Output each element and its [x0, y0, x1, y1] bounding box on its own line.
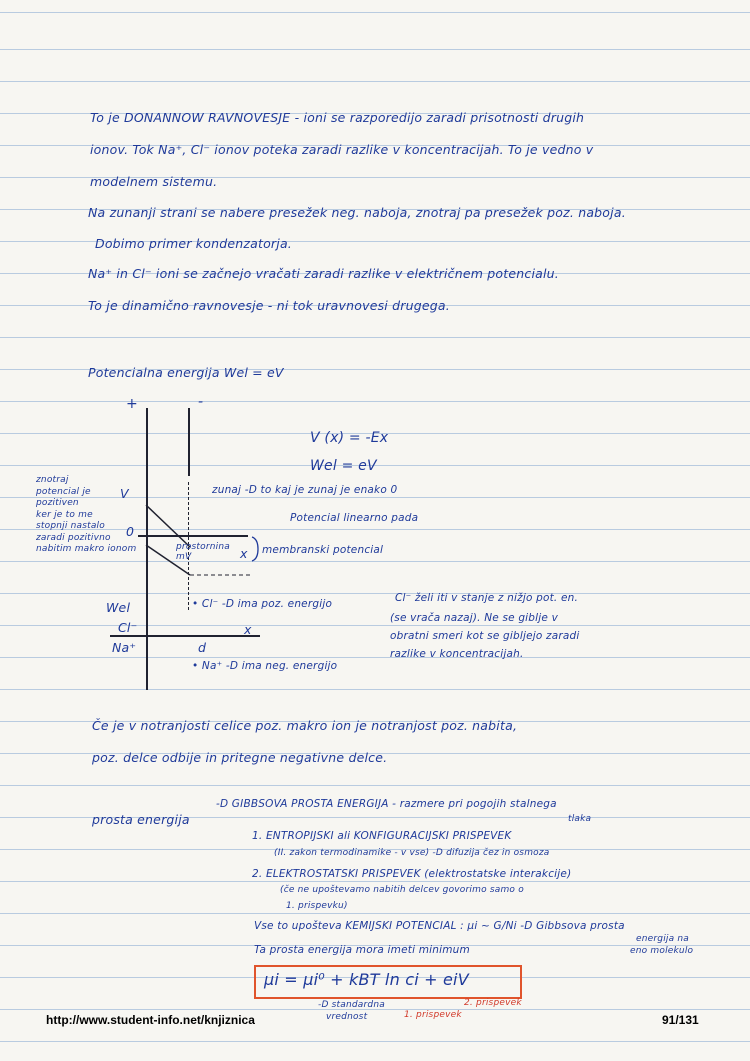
page-number: 91/131 — [662, 1013, 699, 1027]
text-line: obratni smeri kot se gibljejo zaradi — [390, 630, 580, 642]
annotation: 2. prispevek — [464, 998, 522, 1008]
equation: V (x) = -Ex — [310, 430, 389, 446]
axis-label: Na⁺ — [112, 640, 137, 655]
axis-label: Wel — [106, 600, 131, 615]
text-line: -D GIBBSOVA PROSTA ENERGIJA - razmere pri pogojih stalnega — [216, 798, 557, 810]
list-item: 1. ENTROPIJSKI ali KONFIGURACIJSKI PRISPEVEK — [252, 830, 512, 842]
formula: μi = μi⁰ + kBT ln ci + eiV — [264, 970, 469, 989]
section-heading: Potencialna energija Wel = eV — [88, 365, 284, 380]
axis-label: x — [244, 622, 252, 637]
annotation: 1. prispevek — [404, 1010, 462, 1020]
text-line: Na⁺ in Cl⁻ ioni se začnejo vračati zaradi razlike v električnem potencialu. — [88, 266, 559, 281]
note: • Na⁺ -D ima neg. energijo — [192, 660, 338, 672]
axis-label: x — [240, 546, 248, 561]
text-line: Vse to upošteva KEMIJSKI POTENCIAL : μi ~ G/Ni -D Gibbsova prosta — [254, 920, 625, 932]
membrane-line — [188, 408, 190, 476]
note: zunaj -D to kaj je zunaj je enako 0 — [212, 484, 398, 496]
minus-sign: - — [198, 394, 204, 410]
axis-label: Cl⁻ — [118, 620, 138, 635]
text-line: Dobimo primer kondenzatorja. — [95, 236, 292, 251]
axis-label: 0 — [126, 524, 135, 539]
text-line: Če je v notranjosti celice poz. makro ion je notranjost poz. nabita, — [92, 718, 518, 733]
text-line: Ta prosta energija mora imeti minimum — [254, 944, 470, 956]
note: Potencial linearno pada — [290, 512, 419, 524]
text-line: prosta energija — [92, 812, 190, 827]
text-line: energija na — [636, 934, 689, 944]
text-line: poz. delce odbije in pritegne negativne delce. — [92, 750, 388, 765]
list-item: (če ne upoštevamo nabitih delcev govorimo samo o — [280, 885, 524, 895]
text-line: Na zunanji strani se nabere presežek neg. naboja, znotraj pa presežek poz. naboja. — [88, 205, 626, 220]
text-line: razlike v koncentracijah. — [390, 648, 524, 660]
text-line: eno molekulo — [630, 946, 694, 956]
potential-curve — [140, 495, 260, 585]
text-line: (se vrača nazaj). Ne se giblje v — [390, 612, 559, 624]
list-item: 1. prispevku) — [286, 901, 348, 911]
axis-label: V — [120, 486, 129, 501]
plus-sign: + — [126, 396, 138, 412]
text-line: ionov. Tok Na⁺, Cl⁻ ionov poteka zaradi razlike v koncentracijah. To je vedno v — [90, 142, 594, 157]
list-item: 2. ELEKTROSTATSKI PRISPEVEK (elektrostatske interakcije) — [252, 868, 572, 880]
prost-label: prostornina mV — [176, 542, 230, 562]
axis-label: d — [198, 640, 207, 655]
text-line: tlaka — [568, 814, 592, 824]
annotation: vrednost — [326, 1012, 368, 1022]
x-axis — [110, 635, 260, 637]
note: membranski potencial — [262, 544, 384, 556]
footer-url[interactable]: http://www.student-info.net/knjiznica — [46, 1013, 255, 1027]
side-note: znotraj potencial je pozitiven ker je to me stopnji nastalo zaradi pozitivno nabitim makro ionom — [36, 475, 137, 554]
text-line: Cl⁻ želi iti v stanje z nižjo pot. en. — [395, 592, 579, 604]
text-line: To je DONANNOW RAVNOVESJE - ioni se razporedijo zaradi prisotnosti drugih — [90, 110, 585, 125]
equation: Wel = eV — [310, 458, 377, 474]
text-line: modelnem sistemu. — [90, 174, 218, 189]
note: • Cl⁻ -D ima poz. energijo — [192, 598, 333, 610]
list-item: (II. zakon termodinamike - v vse) -D difuzija čez in osmoza — [274, 848, 550, 858]
annotation: -D standardna — [318, 1000, 385, 1010]
text-line: To je dinamično ravnovesje - ni tok uravnovesi drugega. — [88, 298, 450, 313]
